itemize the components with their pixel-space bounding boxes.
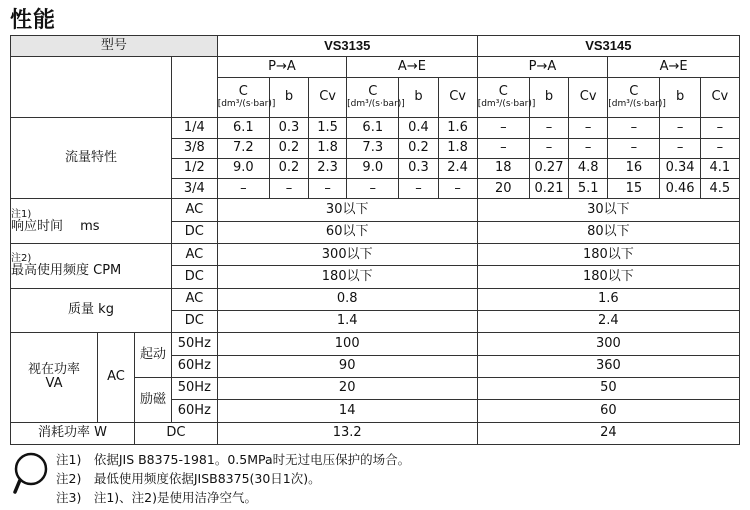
value-cell: 0.46 [660, 179, 700, 199]
value-cell: 9.0 [347, 158, 399, 178]
model-vs3145: VS3145 [477, 36, 739, 57]
flow-dir-1: P→A [217, 57, 346, 77]
port-cell: 1/2 [172, 158, 218, 178]
value-cell: 1.6 [477, 288, 739, 310]
value-cell: 2.3 [309, 158, 347, 178]
value-cell: 1.6 [438, 118, 477, 138]
dc-label: DC [172, 310, 218, 332]
value-cell: – [399, 179, 438, 199]
flow-dir-2: A→E [347, 57, 478, 77]
ac-label: AC [172, 244, 218, 266]
frequency-label-cell [11, 244, 172, 289]
ap-ac-label: AC [98, 333, 135, 422]
value-cell: 7.3 [347, 138, 399, 158]
port-cell: 3/8 [172, 138, 218, 158]
dc-label: DC [172, 221, 218, 243]
table-row [11, 199, 740, 221]
hz-label: 60Hz [172, 355, 218, 377]
param-c-3: C [dm³/(s·bar)] [477, 77, 529, 118]
value-cell: 9.0 [217, 158, 269, 178]
value-cell: 13.2 [217, 422, 477, 444]
value-cell: 20 [477, 179, 529, 199]
value-cell: 4.8 [569, 158, 608, 178]
value-cell: 6.1 [217, 118, 269, 138]
value-cell: 80以下 [477, 221, 739, 243]
flow-header-blank [11, 57, 172, 118]
value-cell: – [700, 118, 739, 138]
value-cell: 2.4 [477, 310, 739, 332]
value-cell: 1.4 [217, 310, 477, 332]
value-cell: 0.4 [399, 118, 438, 138]
value-cell: 1.8 [438, 138, 477, 158]
value-cell: 50 [477, 377, 739, 399]
model-vs3135: VS3135 [217, 36, 477, 57]
value-cell: – [660, 118, 700, 138]
value-cell: 30以下 [477, 199, 739, 221]
value-cell: 18 [477, 158, 529, 178]
value-cell: – [438, 179, 477, 199]
value-cell: – [660, 138, 700, 158]
value-cell: – [700, 138, 739, 158]
param-cv-3: Cv [569, 77, 608, 118]
inrush-label: 起动 [135, 333, 172, 378]
page-title: 性能 [10, 8, 57, 33]
value-cell: 5.1 [569, 179, 608, 199]
value-cell: 360 [477, 355, 739, 377]
table-row [11, 288, 740, 310]
performance-table [10, 35, 740, 445]
value-cell: – [529, 138, 568, 158]
ac-label: AC [172, 199, 218, 221]
param-cv-1: Cv [309, 77, 347, 118]
value-cell: 300以下 [217, 244, 477, 266]
flow-label: 流量特性 [11, 118, 172, 199]
table-row [11, 244, 740, 266]
value-cell: 180以下 [477, 244, 739, 266]
value-cell: – [269, 179, 308, 199]
value-cell: 14 [217, 400, 477, 422]
flow-dir-4: A→E [608, 57, 740, 77]
model-label-cell: 型号 [11, 36, 218, 57]
value-cell: 6.1 [347, 118, 399, 138]
value-cell: 0.2 [269, 138, 308, 158]
apparent-power-label: 视在功率 VA [11, 333, 98, 422]
param-cv-4: Cv [700, 77, 739, 118]
power-consumption-label: 消耗功率 W [11, 422, 135, 444]
value-cell: 20 [217, 377, 477, 399]
flow-dir-3: P→A [477, 57, 608, 77]
value-cell: – [529, 118, 568, 138]
value-cell: – [309, 179, 347, 199]
pc-dc-label: DC [135, 422, 218, 444]
value-cell: – [608, 118, 660, 138]
table-row [11, 118, 740, 138]
value-cell: 90 [217, 355, 477, 377]
value-cell: – [569, 118, 608, 138]
value-cell: 7.2 [217, 138, 269, 158]
table-row [11, 422, 740, 444]
value-cell: 0.3 [269, 118, 308, 138]
value-cell: 4.1 [700, 158, 739, 178]
param-b-2: b [399, 77, 438, 118]
value-cell: 60以下 [217, 221, 477, 243]
value-cell: – [477, 138, 529, 158]
value-cell: 0.27 [529, 158, 568, 178]
magnifier-note-icon [12, 450, 52, 496]
port-cell: 3/4 [172, 179, 218, 199]
value-cell: 0.3 [399, 158, 438, 178]
table-row [11, 333, 740, 355]
param-c-4: C [dm³/(s·bar)] [608, 77, 660, 118]
note-ref: 注2) [11, 253, 32, 265]
note-ref: 注1) [11, 208, 32, 220]
value-cell: 180以下 [477, 266, 739, 288]
param-c-2: C [dm³/(s·bar)] [347, 77, 399, 118]
value-cell: 60 [477, 400, 739, 422]
holding-label: 励磁 [135, 377, 172, 422]
hz-label: 60Hz [172, 400, 218, 422]
value-cell: 16 [608, 158, 660, 178]
dc-label: DC [172, 266, 218, 288]
value-cell: – [608, 138, 660, 158]
mass-label: 质量 kg [11, 288, 172, 333]
value-cell: – [217, 179, 269, 199]
value-cell: 2.4 [438, 158, 477, 178]
param-b-4: b [660, 77, 700, 118]
param-c-1: C [dm³/(s·bar)] [217, 77, 269, 118]
value-cell: 24 [477, 422, 739, 444]
value-cell: 1.8 [309, 138, 347, 158]
note-2: 注2) 最低使用频度依据JISB8375(30日1次)。 [56, 471, 321, 486]
value-cell: 300 [477, 333, 739, 355]
response-label-cell [11, 199, 172, 244]
value-cell: 0.2 [399, 138, 438, 158]
port-cell: 1/4 [172, 118, 218, 138]
frequency-label: 最高使用频度 CPM [11, 263, 122, 279]
value-cell: 0.34 [660, 158, 700, 178]
value-cell: – [569, 138, 608, 158]
param-b-3: b [529, 77, 568, 118]
value-cell: 15 [608, 179, 660, 199]
value-cell: 0.2 [269, 158, 308, 178]
param-cv-2: Cv [438, 77, 477, 118]
port-header-blank [172, 57, 218, 118]
param-b-1: b [269, 77, 308, 118]
hz-label: 50Hz [172, 377, 218, 399]
ac-label: AC [172, 288, 218, 310]
value-cell: 30以下 [217, 199, 477, 221]
value-cell: 0.8 [217, 288, 477, 310]
note-1: 注1) 依据JIS B8375-1981。0.5MPa时无过电压保护的场合。 [56, 452, 411, 467]
value-cell: – [347, 179, 399, 199]
value-cell: 180以下 [217, 266, 477, 288]
note-3: 注3) 注1)、注2)是使用洁净空气。 [56, 490, 257, 505]
value-cell: – [477, 118, 529, 138]
response-label: 响应时间 ms [11, 218, 100, 234]
value-cell: 1.5 [309, 118, 347, 138]
notes-section [10, 448, 740, 508]
value-cell: 0.21 [529, 179, 568, 199]
hz-label: 50Hz [172, 333, 218, 355]
value-cell: 4.5 [700, 179, 739, 199]
value-cell: 100 [217, 333, 477, 355]
